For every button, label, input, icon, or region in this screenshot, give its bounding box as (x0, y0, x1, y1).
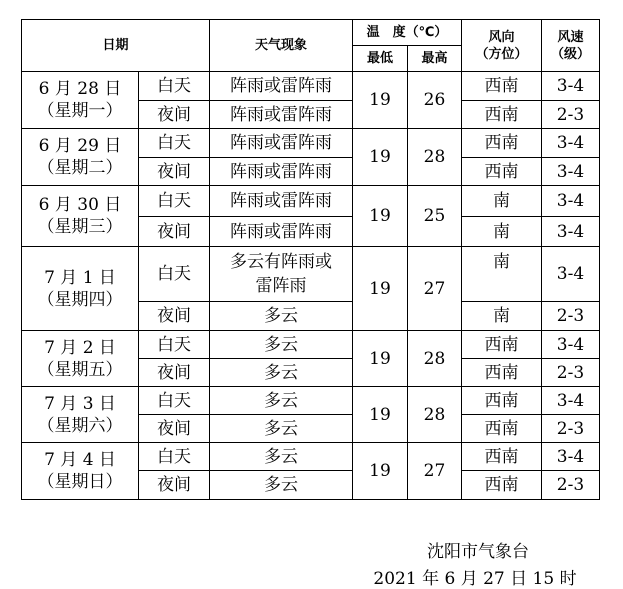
period-day: 白天 (139, 129, 210, 158)
date-cell (22, 129, 139, 186)
wind-dir-night: 西南 (462, 359, 542, 387)
header-wind-speed-line1: 风速 (557, 29, 584, 45)
date-label: 7 月 1 日 (44, 267, 116, 288)
day-row (22, 186, 600, 217)
wind-dir-day: 西南 (462, 129, 542, 158)
date-label: 7 月 2 日 (44, 337, 116, 358)
day-row (22, 247, 600, 302)
wind-dir-day: 西南 (462, 72, 542, 101)
wind-dir-day: 西南 (462, 331, 542, 359)
header-max: 最高 (408, 46, 462, 72)
weather-day: 多云 (210, 331, 353, 359)
weather-night: 多云 (210, 302, 353, 331)
period-night: 夜间 (139, 302, 210, 331)
wind-speed-day: 3-4 (542, 129, 600, 158)
date-cell (22, 247, 139, 331)
day-row (22, 331, 600, 359)
weather-day: 阵雨或雷阵雨 (210, 129, 353, 158)
weather-day: 多云 (210, 387, 353, 415)
wind-speed-day: 3-4 (542, 247, 600, 302)
period-night: 夜间 (139, 471, 210, 500)
temp-max: 27 (408, 247, 462, 331)
wind-dir-day: 南 (462, 186, 542, 217)
period-day: 白天 (139, 387, 210, 415)
weekday-label: （星期四） (37, 289, 123, 310)
period-night: 夜间 (139, 359, 210, 387)
weather-day-line2: 雷阵雨 (255, 276, 307, 296)
period-day: 白天 (139, 247, 210, 302)
weather-day: 多云 (210, 443, 353, 471)
date-label: 7 月 4 日 (44, 450, 116, 470)
temp-max: 27 (408, 443, 462, 500)
header-wind-speed (542, 20, 600, 72)
header-weather: 天气现象 (210, 20, 353, 72)
wind-dir-day: 西南 (462, 443, 542, 471)
wind-dir-night: 西南 (462, 158, 542, 186)
weekday-label: （星期五） (37, 359, 123, 380)
weekday-label: （星期日） (37, 472, 123, 492)
temp-max: 26 (408, 72, 462, 129)
day-row (22, 129, 600, 158)
forecast-table (21, 19, 600, 500)
wind-speed-night: 2-3 (542, 415, 600, 443)
period-night: 夜间 (139, 217, 210, 247)
weather-night: 阵雨或雷阵雨 (210, 158, 353, 186)
day-row (22, 387, 600, 415)
wind-speed-night: 3-4 (542, 217, 600, 247)
period-day: 白天 (139, 72, 210, 101)
date-cell (22, 72, 139, 129)
weather-night: 阵雨或雷阵雨 (210, 101, 353, 129)
day-row (22, 443, 600, 471)
period-day: 白天 (139, 186, 210, 217)
date-cell (22, 186, 139, 247)
period-night: 夜间 (139, 101, 210, 129)
wind-speed-day: 3-4 (542, 186, 600, 217)
header-wind-speed-line2: （级） (550, 46, 590, 62)
date-label: 6 月 29 日 (38, 136, 122, 156)
weekday-label: （星期三） (37, 217, 123, 237)
wind-speed-day: 3-4 (542, 443, 600, 471)
wind-dir-night: 西南 (462, 101, 542, 129)
wind-dir-day: 西南 (462, 387, 542, 415)
header-row-1 (22, 20, 600, 46)
temp-min: 19 (353, 387, 408, 443)
temp-max: 28 (408, 331, 462, 387)
weather-night: 多云 (210, 359, 353, 387)
weather-day-line1: 多云有阵雨或 (230, 252, 332, 272)
temp-min: 19 (353, 247, 408, 331)
period-day: 白天 (139, 331, 210, 359)
date-label: 6 月 30 日 (38, 195, 122, 215)
weather-day (210, 247, 353, 302)
header-date: 日期 (22, 20, 210, 72)
wind-speed-night: 2-3 (542, 101, 600, 129)
temp-max: 25 (408, 186, 462, 247)
date-cell (22, 443, 139, 500)
weather-night: 阵雨或雷阵雨 (210, 217, 353, 247)
wind-speed-day: 3-4 (542, 72, 600, 101)
header-min: 最低 (353, 46, 408, 72)
wind-dir-night: 南 (462, 217, 542, 247)
temp-max: 28 (408, 387, 462, 443)
wind-dir-night: 西南 (462, 471, 542, 500)
temp-min: 19 (353, 186, 408, 247)
period-day: 白天 (139, 443, 210, 471)
wind-speed-night: 2-3 (542, 359, 600, 387)
header-temperature: 温 度（℃） (353, 20, 462, 46)
issuing-office: 沈阳市气象台 (427, 542, 529, 562)
day-row (22, 72, 600, 101)
weather-night: 多云 (210, 471, 353, 500)
date-label: 6 月 28 日 (38, 79, 122, 99)
weather-day: 阵雨或雷阵雨 (210, 186, 353, 217)
date-label: 7 月 3 日 (44, 393, 116, 414)
issue-time: 2021 年 6 月 27 日 15 时 (373, 569, 577, 589)
temp-min: 19 (353, 443, 408, 500)
temp-min: 19 (353, 129, 408, 186)
wind-dir-night: 南 (462, 302, 542, 331)
header-wind-direction (462, 20, 542, 72)
header-wind-direction-line1: 风向 (488, 29, 515, 45)
header-wind-direction-line2: （方位） (475, 46, 528, 62)
date-cell (22, 331, 139, 387)
period-night: 夜间 (139, 158, 210, 186)
wind-speed-day: 3-4 (542, 387, 600, 415)
wind-speed-night: 2-3 (542, 471, 600, 500)
weekday-label: （星期六） (37, 415, 123, 436)
temp-max: 28 (408, 129, 462, 186)
period-night: 夜间 (139, 415, 210, 443)
weather-day: 阵雨或雷阵雨 (210, 72, 353, 101)
wind-dir-day: 南 (462, 247, 542, 302)
temp-min: 19 (353, 331, 408, 387)
wind-speed-day: 3-4 (542, 331, 600, 359)
temp-min: 19 (353, 72, 408, 129)
weather-night: 多云 (210, 415, 353, 443)
wind-speed-night: 3-4 (542, 158, 600, 186)
wind-speed-night: 2-3 (542, 302, 600, 331)
weekday-label: （星期一） (37, 101, 123, 121)
wind-dir-night: 西南 (462, 415, 542, 443)
date-cell (22, 387, 139, 443)
weekday-label: （星期二） (37, 158, 123, 178)
